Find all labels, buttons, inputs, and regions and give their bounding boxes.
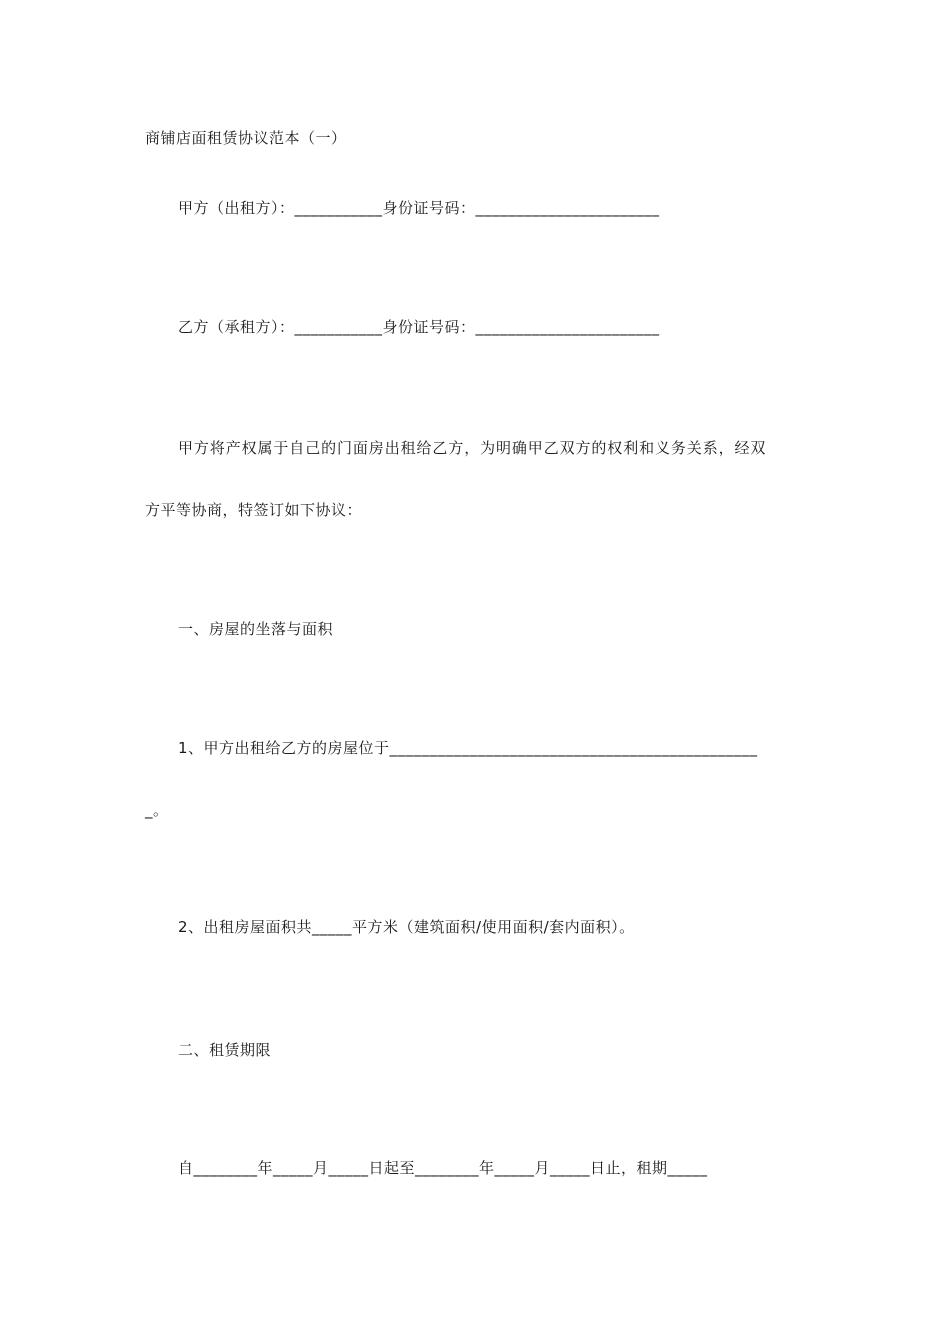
lease-term-line: 自________年_____月_____日起至________年_____月_____日止，租期_____ <box>178 1159 708 1177</box>
party-b-line: 乙方（承租方）：___________身份证号码：_______________________ <box>178 318 660 336</box>
section-heading-location-area: 一、房屋的坐落与面积 <box>178 620 334 638</box>
clause-1-line-1: 1、甲方出租给乙方的房屋位于______________________________________________ <box>178 739 758 757</box>
intro-paragraph-line-1: 甲方将产权属于自己的门面房出租给乙方，为明确甲乙双方的权利和义务关系，经双 <box>178 439 767 457</box>
intro-paragraph-line-2: 方平等协商，特签订如下协议： <box>145 501 363 519</box>
section-heading-lease-term: 二、租赁期限 <box>178 1041 272 1059</box>
document-title: 商铺店面租赁协议范本（一） <box>145 129 347 147</box>
clause-2: 2、出租房屋面积共_____平方米（建筑面积/使用面积/套内面积）。 <box>178 918 635 936</box>
party-a-line: 甲方（出租方）：___________身份证号码：_______________________ <box>178 199 660 217</box>
clause-1-line-2: _。 <box>145 801 169 819</box>
